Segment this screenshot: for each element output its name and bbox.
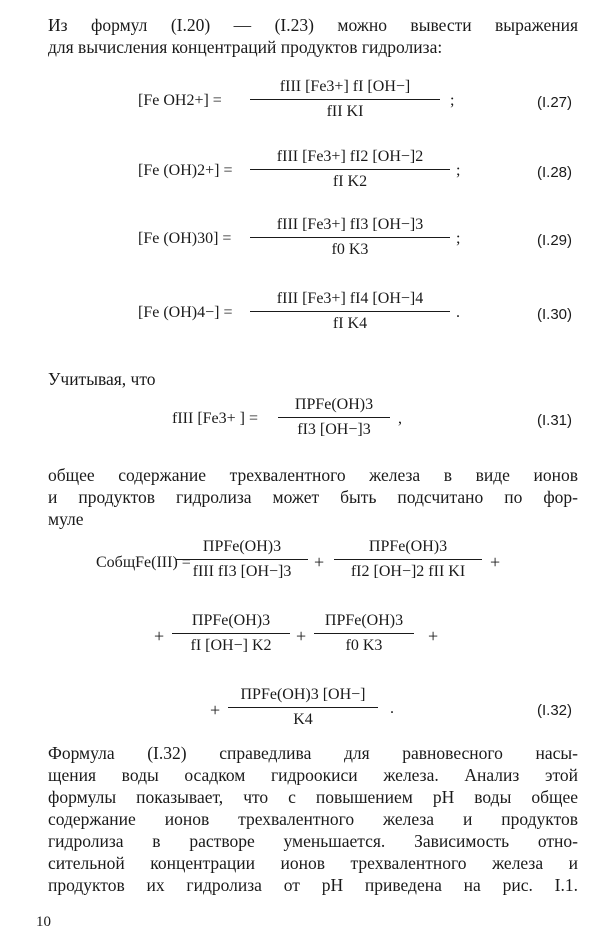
eq-numerator: ПРFe(OH)3 [202, 538, 282, 555]
eq-denominator: fI3 [OH−]3 [297, 421, 371, 438]
eq-denominator: f0 K3 [345, 637, 383, 654]
eq-punct: . [390, 700, 394, 717]
page-number: 10 [36, 914, 51, 930]
eq-denominator: fI [OH−] K2 [190, 637, 272, 654]
plus-sign: + [210, 700, 221, 720]
paragraph-2 [48, 464, 578, 530]
eq-denominator: fI2 [OH−]2 fII KI [350, 563, 466, 580]
para3-line-6: сительной концентрации ионов трехвалентного железа и [48, 853, 578, 873]
eq-denominator: K4 [293, 711, 313, 728]
eq-numerator: fIII [Fe3+] fI [OH−] [279, 78, 411, 95]
plus-sign: + [314, 552, 325, 572]
eq-numerator: ПРFe(OH)3 [191, 612, 271, 629]
plus-sign: + [296, 626, 307, 646]
eq-numerator: ПРFe(OH)3 [324, 612, 404, 629]
eq-fraction [250, 78, 440, 121]
para2-line-2: и продуктов гидролиза может быть подсчитано по фор- [48, 487, 578, 507]
eq-fraction [278, 396, 390, 439]
intro-line-2: для вычисления концентраций продуктов гидролиза: [48, 37, 443, 57]
eq-denominator: fII KI [326, 103, 364, 120]
eq-numerator: fIII [Fe3+] fI4 [OH−]4 [276, 290, 424, 307]
considering-text [48, 368, 578, 390]
eq-fraction [250, 290, 450, 333]
para2-line-3: муле [48, 509, 84, 529]
eq-punct: ; [456, 162, 461, 179]
plus-sign: + [428, 626, 439, 646]
eq-numerator: fIII [Fe3+] fI3 [OH−]3 [276, 216, 424, 233]
eq-punct: ; [456, 230, 461, 247]
eq-numerator: ПРFe(OH)3 [294, 396, 374, 413]
paragraph-3 [48, 742, 578, 896]
eq-numerator: ПРFe(OH)3 [OH−] [240, 686, 366, 703]
eq-lhs: [Fe (OH)30] = [138, 230, 232, 247]
eq-punct: . [456, 304, 460, 321]
eq-lhs: [Fe OH2+] = [138, 92, 222, 109]
eq32-term-3 [172, 612, 290, 655]
para3-line-7: продуктов их гидролиза от pH приведена на рис. I.1. [48, 875, 578, 895]
plus-sign: + [490, 552, 501, 572]
eq32-term-5 [228, 686, 378, 729]
eq-fraction [250, 148, 450, 191]
considering-line: Учитывая, что [48, 369, 156, 389]
eq-lhs: fIII [Fe3+ ] = [172, 410, 259, 427]
equation-number: (I.27) [536, 94, 572, 111]
eq-lhs: CобщFe(III) = [96, 554, 191, 571]
equation-number: (I.31) [536, 412, 572, 429]
para3-line-4: содержание ионов трехвалентного железа и продуктов [48, 809, 578, 829]
intro-line-1: Из формул (I.20) — (I.23) можно вывести выражения [48, 15, 578, 35]
eq-punct: , [398, 410, 402, 427]
equation-number: (I.28) [536, 164, 572, 181]
eq-denominator: fI K4 [332, 315, 368, 332]
plus-sign: + [154, 626, 165, 646]
eq32-term-2 [334, 538, 482, 581]
equation-number: (I.30) [536, 306, 572, 323]
equation-number: (I.29) [536, 232, 572, 249]
eq-denominator: fI K2 [332, 173, 368, 190]
eq-fraction [250, 216, 450, 259]
eq32-term-1 [176, 538, 308, 581]
eq32-term-4 [314, 612, 414, 655]
eq-numerator: ПРFe(OH)3 [368, 538, 448, 555]
eq-lhs: [Fe (OH)2+] = [138, 162, 233, 179]
eq-denominator: f0 K3 [331, 241, 369, 258]
equation-number: (I.32) [536, 702, 572, 719]
para2-line-1: общее содержание трехвалентного железа в виде ионов [48, 465, 578, 485]
eq-numerator: fIII [Fe3+] fI2 [OH−]2 [276, 148, 424, 165]
para3-line-5: гидролиза в растворе уменьшается. Зависимость отно- [48, 831, 578, 851]
eq-lhs: [Fe (OH)4−] = [138, 304, 233, 321]
eq-denominator: fIII fI3 [OH−]3 [192, 563, 292, 580]
para3-line-2: щения воды осадком гидроокиси железа. Анализ этой [48, 765, 578, 785]
para3-line-1: Формула (I.32) справедлива для равновесного насы- [48, 743, 578, 763]
intro-paragraph [48, 14, 578, 58]
eq-punct: ; [450, 92, 455, 109]
para3-line-3: формулы показывает, что с повышением pH воды общее [48, 787, 578, 807]
